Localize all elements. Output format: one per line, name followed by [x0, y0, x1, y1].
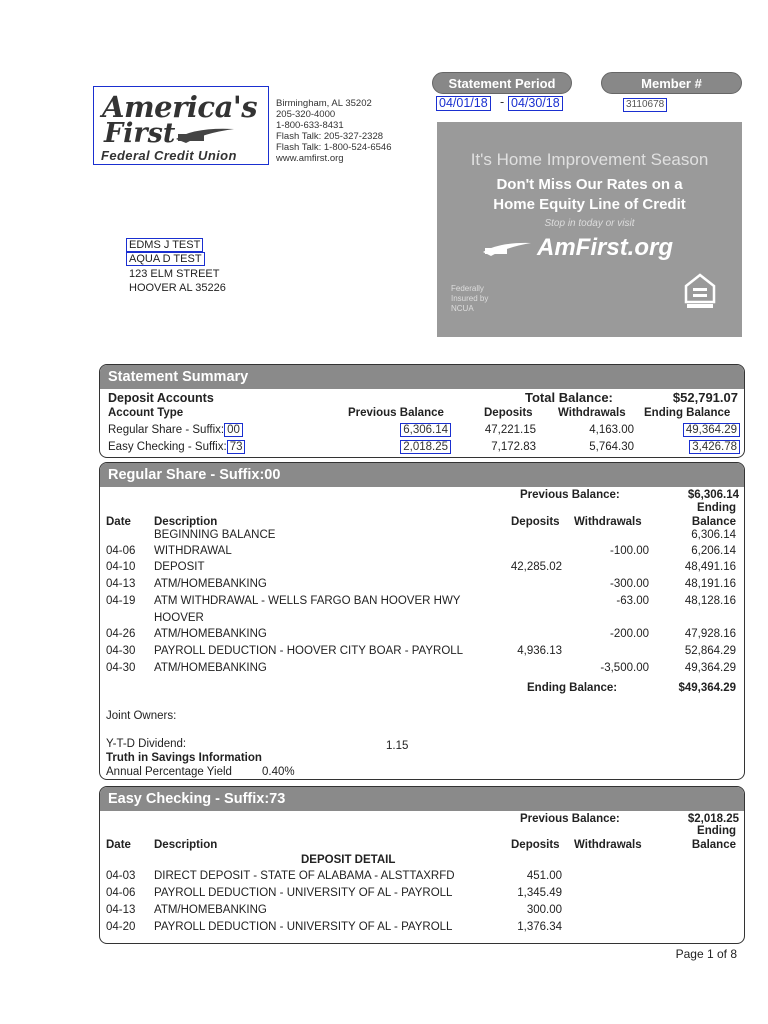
ad-swoosh-icon	[481, 240, 533, 258]
txn-description: DIRECT DEPOSIT - STATE OF ALABAMA - ALSTTAXRFD	[154, 870, 455, 882]
home-equity-ad	[437, 122, 742, 337]
txn-date: 04-30	[106, 645, 136, 657]
txn-balance: 52,864.29	[684, 645, 736, 657]
txn-description: ATM/HOMEBANKING	[154, 628, 267, 640]
ad-headline: It's Home Improvement Season	[470, 150, 709, 169]
contact-info	[276, 98, 391, 164]
member-number-label: Member #	[601, 72, 742, 94]
ending-balance-label: Ending Balance:	[527, 682, 618, 694]
header-description: Description	[154, 839, 218, 851]
apy-value: 0.40%	[262, 766, 295, 778]
txn-deposit: 1,376.34	[517, 921, 562, 933]
summary-row-name	[108, 440, 245, 454]
previous-balance-label: Previous Balance:	[520, 813, 620, 825]
logo-name-line1: America's	[102, 90, 258, 124]
txn-balance: 48,128.16	[684, 595, 736, 607]
joint-owners-label: Joint Owners:	[106, 710, 177, 722]
easy-checking-section	[99, 786, 745, 944]
truth-in-savings-label: Truth in Savings Information	[106, 752, 262, 764]
ending-balance-value: $49,364.29	[678, 682, 736, 694]
address-line-2	[126, 252, 205, 266]
txn-withdrawal: -3,500.00	[600, 662, 649, 674]
previous-balance-value: $2,018.25	[687, 813, 739, 825]
ad-website: AmFirst.org	[537, 234, 674, 261]
previous-balance-value: 6,306.14	[400, 423, 451, 437]
txn-deposit: 300.00	[526, 904, 562, 916]
contact-line: 205-320-4000	[276, 109, 336, 120]
header-date: Date	[106, 839, 131, 851]
logo-tagline: Federal Credit Union	[101, 148, 237, 163]
regular-share-title: Regular Share - Suffix:00	[100, 463, 744, 487]
apy-label: Annual Percentage Yield	[106, 766, 232, 778]
summary-row-deposits: 7,172.83	[491, 441, 536, 453]
summary-row-ending	[689, 440, 740, 454]
address-city: HOOVER AL 35226	[129, 282, 226, 294]
header-withdrawals: Withdrawals	[574, 839, 642, 851]
header-ending-balance: Ending Balance	[644, 407, 731, 419]
deposit-accounts-label: Deposit Accounts	[108, 391, 214, 405]
txn-description: DEPOSIT	[154, 561, 205, 573]
txn-date: 04-03	[106, 870, 136, 882]
summary-row-previous	[400, 440, 451, 454]
ending-balance-value: 3,426.78	[689, 440, 740, 454]
summary-row-withdrawals: 5,764.30	[589, 441, 634, 453]
txn-description-cont: HOOVER	[154, 612, 204, 624]
ad-fine-line: Insured by	[451, 294, 489, 303]
txn-description: ATM/HOMEBANKING	[154, 578, 267, 590]
total-balance-label: Total Balance:	[525, 390, 613, 405]
txn-description: ATM/HOMEBANKING	[154, 904, 267, 916]
account-suffix: 00	[224, 423, 243, 437]
txn-date: 04-10	[106, 561, 136, 573]
txn-deposit: 4,936.13	[517, 645, 562, 657]
summary-row-deposits: 47,221.15	[484, 424, 536, 436]
header-deposits: Deposits	[484, 407, 533, 419]
header-ending: Ending	[697, 502, 736, 514]
regular-share-section	[99, 462, 745, 780]
txn-description: PAYROLL DEDUCTION - UNIVERSITY OF AL - PAYROLL	[154, 887, 453, 899]
contact-line: 1-800-633-8431	[276, 120, 344, 131]
txn-deposit: 42,285.02	[510, 561, 562, 573]
summary-row-withdrawals: 4,163.00	[589, 424, 634, 436]
txn-description: PAYROLL DEDUCTION - UNIVERSITY OF AL - PAYROLL	[154, 921, 453, 933]
header-deposits: Deposits	[511, 516, 560, 528]
txn-balance: 47,928.16	[684, 628, 736, 640]
address-name-1: EDMS J TEST	[126, 238, 203, 252]
txn-date: 04-19	[106, 595, 136, 607]
txn-description: ATM WITHDRAWAL - WELLS FARGO BAN HOOVER HWY	[154, 595, 461, 607]
ytd-dividend-value: 1.15	[386, 740, 409, 752]
contact-line: Birmingham, AL 35202	[276, 98, 372, 109]
period-start-date: 04/01/18	[436, 96, 491, 111]
period-separator: -	[500, 95, 505, 109]
header-balance: Balance	[691, 516, 736, 528]
account-suffix: 73	[227, 440, 246, 454]
easy-checking-title: Easy Checking - Suffix:73	[100, 787, 744, 811]
txn-date: 04-26	[106, 628, 136, 640]
ad-fine-print	[451, 284, 488, 314]
header-date: Date	[106, 516, 131, 528]
ad-line-3: Home Equity Line of Credit	[493, 196, 686, 213]
total-balance-value: $52,791.07	[672, 390, 738, 405]
equal-housing-icon	[683, 272, 717, 310]
txn-date: 04-06	[106, 545, 136, 557]
txn-date: 04-13	[106, 578, 136, 590]
header-account-type: Account Type	[108, 407, 184, 419]
header-ending: Ending	[697, 825, 736, 837]
period-end-date: 04/30/18	[508, 96, 563, 111]
logo-swoosh-icon	[174, 125, 236, 145]
txn-description: PAYROLL DEDUCTION - HOOVER CITY BOAR - PAYROLL	[154, 645, 464, 657]
ad-line-4: Stop in today or visit	[544, 218, 635, 229]
header-withdrawals: Withdrawals	[558, 407, 626, 419]
summary-row-ending	[683, 423, 740, 437]
header-previous-balance: Previous Balance	[348, 407, 444, 419]
ending-balance-value: 49,364.29	[683, 423, 740, 437]
summary-row-previous	[400, 423, 451, 437]
summary-title: Statement Summary	[100, 365, 744, 389]
previous-balance-value: $6,306.14	[687, 489, 739, 501]
page-number: Page 1 of 8	[675, 947, 737, 961]
txn-balance: 48,191.16	[684, 578, 736, 590]
ytd-dividend-label: Y-T-D Dividend:	[106, 738, 187, 750]
previous-balance-label: Previous Balance:	[520, 489, 620, 501]
txn-withdrawal: -63.00	[616, 595, 649, 607]
contact-line: www.amfirst.org	[276, 153, 344, 164]
txn-balance: 48,491.16	[684, 561, 736, 573]
ad-fine-line: NCUA	[451, 304, 474, 313]
txn-deposit: 1,345.49	[517, 887, 562, 899]
address-street: 123 ELM STREET	[129, 268, 220, 280]
txn-balance: 6,206.14	[691, 545, 736, 557]
header-balance: Balance	[691, 839, 736, 851]
txn-description: ATM/HOMEBANKING	[154, 662, 267, 674]
statement-summary	[99, 364, 745, 458]
summary-row-name	[108, 423, 243, 437]
txn-withdrawal: -300.00	[609, 578, 649, 590]
contact-line: Flash Talk: 205-327-2328	[276, 131, 384, 142]
txn-description: WITHDRAWAL	[154, 545, 232, 557]
txn-withdrawal: -100.00	[609, 545, 649, 557]
address-line-1	[126, 238, 203, 252]
account-name: Easy Checking - Suffix:	[108, 441, 227, 453]
statement-period-label: Statement Period	[432, 72, 572, 94]
contact-line: Flash Talk: 1-800-524-6546	[276, 142, 392, 153]
txn-balance: 49,364.29	[684, 662, 736, 674]
previous-balance-value: 2,018.25	[400, 440, 451, 454]
txn-deposit: 451.00	[526, 870, 562, 882]
address-name-2: AQUA D TEST	[126, 252, 205, 266]
deposit-detail-heading: DEPOSIT DETAIL	[301, 854, 396, 866]
header-withdrawals: Withdrawals	[574, 516, 642, 528]
account-name: Regular Share - Suffix:	[108, 424, 225, 436]
ad-fine-line: Federally	[451, 284, 484, 293]
txn-balance: 6,306.14	[691, 529, 736, 541]
txn-description: BEGINNING BALANCE	[154, 529, 276, 541]
txn-date: 04-20	[106, 921, 136, 933]
ad-line-2: Don't Miss Our Rates on a	[496, 176, 683, 193]
header-description: Description	[154, 516, 218, 528]
txn-date: 04-13	[106, 904, 136, 916]
txn-date: 04-30	[106, 662, 136, 674]
header-deposits: Deposits	[511, 839, 560, 851]
logo-name-line2: First	[104, 118, 176, 149]
txn-date: 04-06	[106, 887, 136, 899]
txn-withdrawal: -200.00	[609, 628, 649, 640]
member-number: 3110678	[623, 98, 667, 112]
